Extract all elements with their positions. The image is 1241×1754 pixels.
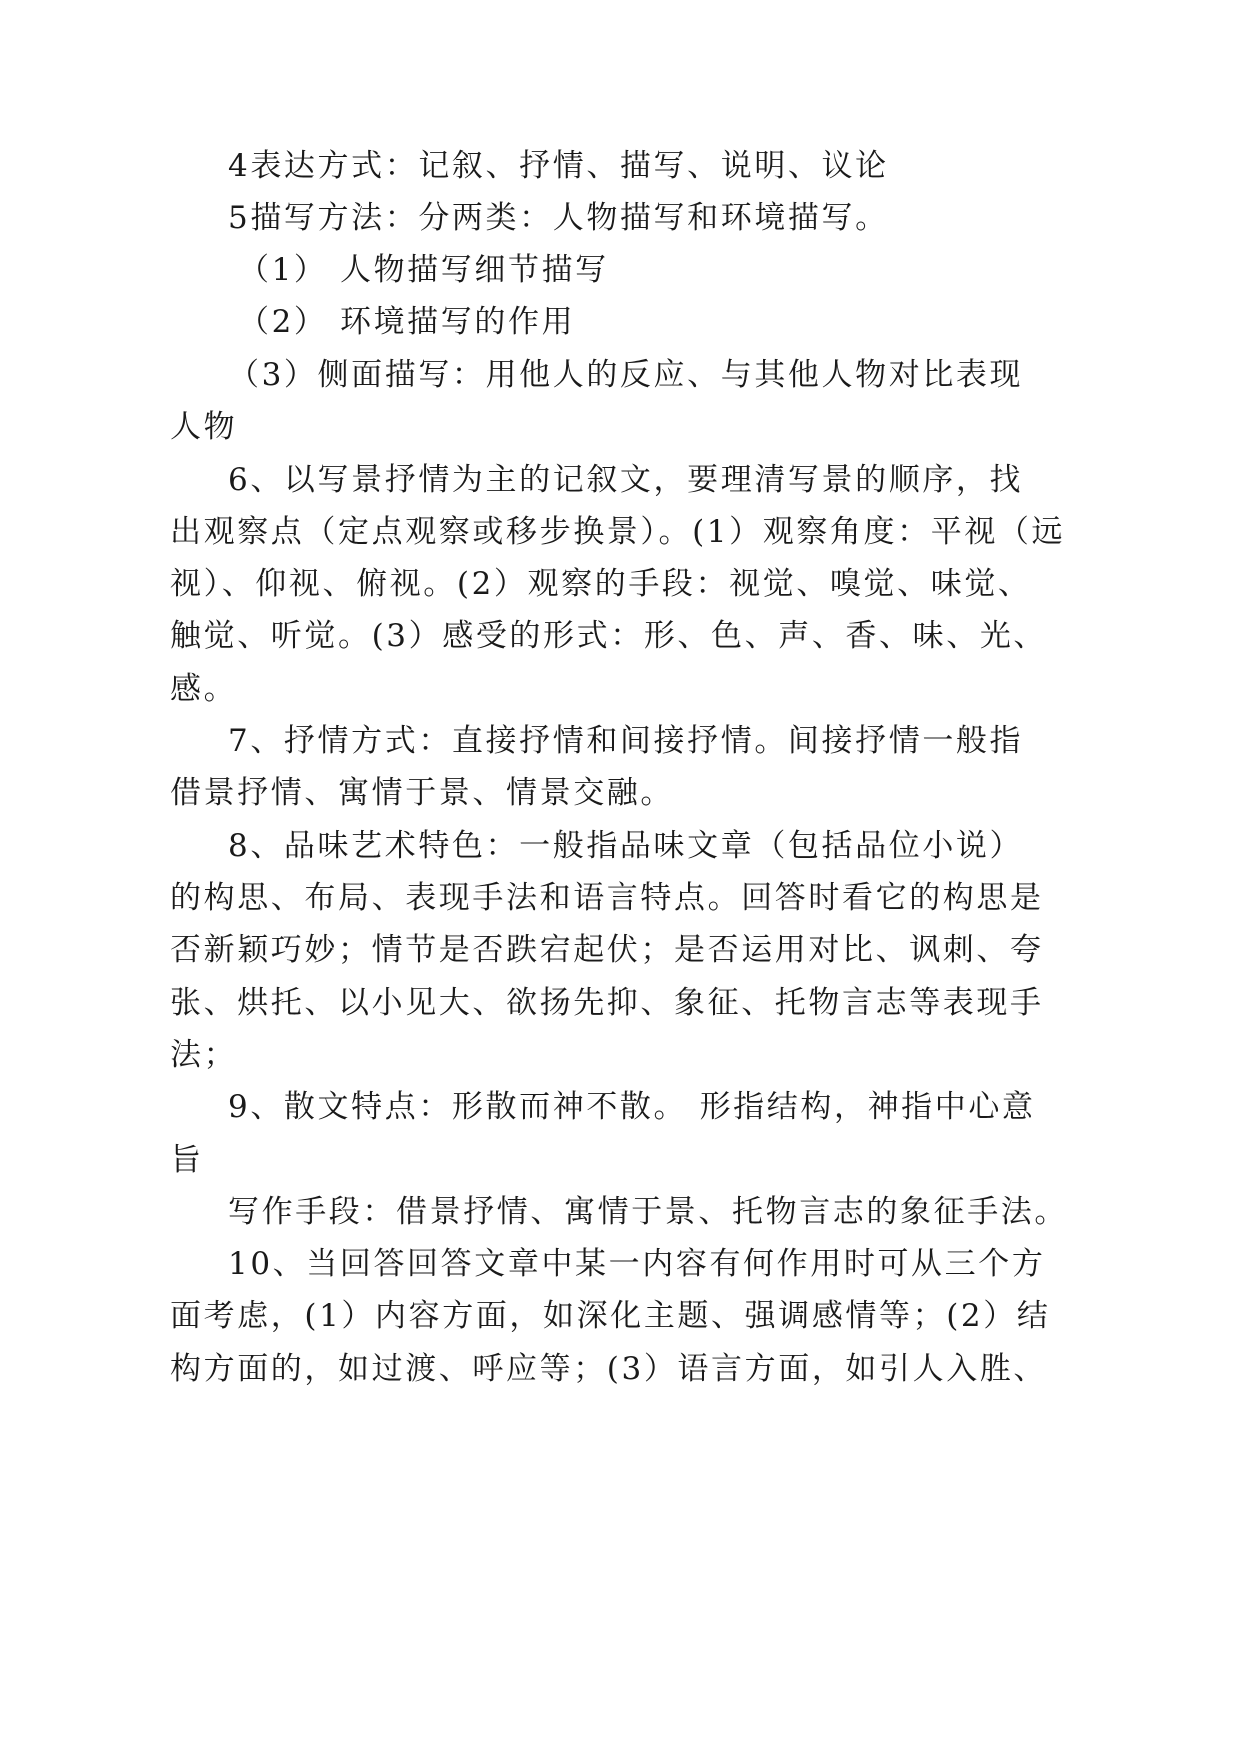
text-line-16: 否新颖巧妙；情节是否跌宕起伏；是否运用对比、讽刺、夸 <box>170 932 1044 968</box>
text-line-12: 7、抒情方式：直接抒情和间接抒情。间接抒情一般指 <box>228 723 1024 759</box>
text-line-14: 8、品味艺术特色：一般指品味文章（包括品位小说） <box>228 828 1024 864</box>
text-line-11: 感。 <box>170 671 238 707</box>
text-line-6: 人物 <box>170 409 238 445</box>
text-line-17: 张、烘托、以小见大、欲扬先抑、象征、托物言志等表现手 <box>170 985 1044 1021</box>
text-line-10: 触觉、听觉。(3）感受的形式：形、色、声、香、味、光、 <box>170 618 1048 654</box>
text-line-24: 构方面的，如过渡、呼应等；(3）语言方面，如引人入胜、 <box>170 1351 1048 1387</box>
text-line-1: 4表达方式：记叙、抒情、描写、说明、议论 <box>228 148 889 184</box>
text-line-9: 视）、仰视、俯视。(2）观察的手段：视觉、嗅觉、味觉、 <box>170 566 1032 602</box>
text-line-5: （3）侧面描写：用他人的反应、与其他人物对比表现 <box>228 357 1024 393</box>
text-line-4: （2） 环境描写的作用 <box>238 304 576 340</box>
text-line-21: 写作手段：借景抒情、寓情于景、托物言志的象征手法。 <box>228 1194 1068 1230</box>
text-line-7: 6、以写景抒情为主的记叙文，要理清写景的顺序，找 <box>228 462 1024 498</box>
text-line-22: 10、当回答回答文章中某一内容有何作用时可从三个方 <box>228 1246 1046 1282</box>
text-line-20: 旨 <box>170 1142 204 1178</box>
text-line-23: 面考虑，(1）内容方面，如深化主题、强调感情等；(2）结 <box>170 1298 1051 1334</box>
text-line-15: 的构思、布局、表现手法和语言特点。回答时看它的构思是 <box>170 880 1044 916</box>
text-line-2: 5描写方法：分两类：人物描写和环境描写。 <box>228 200 889 236</box>
text-line-19: 9、散文特点：形散而神不散。 形指结构，神指中心意 <box>228 1089 1036 1125</box>
text-line-18: 法； <box>170 1037 238 1073</box>
text-line-8: 出观察点（定点观察或移步换景）。(1）观察角度：平视（远 <box>170 514 1066 550</box>
text-line-13: 借景抒情、寓情于景、情景交融。 <box>170 775 674 811</box>
text-line-3: （1） 人物描写细节描写 <box>238 252 609 288</box>
